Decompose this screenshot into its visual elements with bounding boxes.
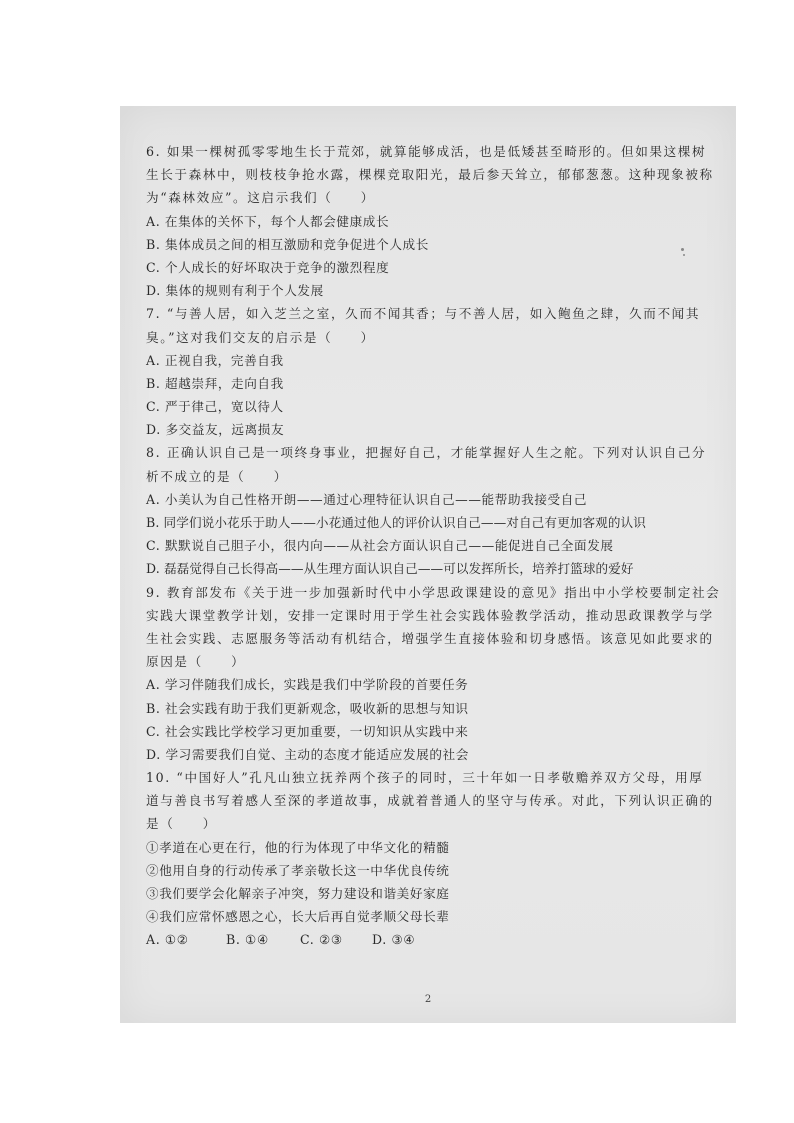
- question-9: [146, 581, 720, 767]
- question-7: [146, 302, 720, 441]
- question-10-answer-a: A. ①②: [146, 932, 189, 948]
- question-10-statement-4: ④我们应常怀感恩之心，长大后再自觉孝顺父母长辈: [146, 909, 450, 925]
- question-10: [146, 766, 720, 952]
- question-6-option-b: B. 集体成员之间的相互激励和竞争促进个人成长: [146, 236, 429, 252]
- question-6-line-3: 为“森林效应”。这启示我们（ ）: [146, 190, 375, 206]
- question-10-statement-1: ①孝道在心更在行，他的行为体现了中华文化的精髓: [146, 839, 450, 855]
- question-10-answer-b: B. ①④: [226, 932, 269, 948]
- question-8-option-d: D. 磊磊觉得自己长得高——从生理方面认识自己——可以发挥所长，培养打篮球的爱好: [146, 561, 634, 577]
- scan-speck: [683, 254, 685, 256]
- question-7-option-b: B. 超越崇拜，走向自我: [146, 375, 284, 391]
- question-8-option-c: C. 默默说自己胆子小，很内向——从社会方面认识自己——能促进自己全面发展: [146, 538, 614, 554]
- question-8-line-1: 8. 正确认识自己是一项终身事业，把握好自己，才能掌握好人生之舵。下列对认识自己分: [146, 445, 707, 461]
- exam-content: [146, 140, 720, 952]
- question-7-line-2: 臭。”这对我们交友的启示是（ ）: [146, 329, 375, 345]
- question-8: [146, 441, 720, 580]
- question-10-line-1: 10. “中国好人”孔凡山独立抚养两个孩子的同时，三十年如一日孝敬赡养双方父母，用厚: [146, 770, 704, 786]
- question-9-line-3: 生社会实践、志愿服务等活动有机结合，增强学生直接体验和切身感悟。该意见如此要求的: [146, 630, 714, 646]
- question-10-statement-2: ②他用自身的行动传承了孝亲敬长这一中华优良传统: [146, 862, 450, 878]
- scanned-exam-page: [120, 106, 736, 1023]
- question-9-line-2: 实践大课堂教学计划，安排一定课时用于学生社会实践体验教学活动，推动思政课教学与学: [146, 607, 714, 623]
- question-9-option-b: B. 社会实践有助于我们更新观念，吸收新的思想与知识: [146, 700, 469, 716]
- question-7-option-c: C. 严于律己，宽以待人: [146, 399, 284, 415]
- page-number: 2: [424, 994, 432, 1005]
- question-8-line-2: 析不成立的是（ ）: [146, 468, 288, 484]
- question-9-option-a: A. 学习伴随我们成长，实践是我们中学阶段的首要任务: [146, 677, 469, 693]
- question-9-line-1: 9. 教育部发布《关于进一步加强新时代中小学思政课建设的意见》指出中小学校要制定社会: [146, 584, 721, 600]
- question-10-answer-c: C. ②③: [300, 932, 343, 948]
- question-9-option-d: D. 学习需要我们自觉、主动的态度才能适应发展的社会: [146, 746, 469, 762]
- question-6-option-a: A. 在集体的关怀下，每个人都会健康成长: [146, 213, 390, 229]
- question-6-option-d: D. 集体的规则有利于个人发展: [146, 283, 324, 299]
- question-9-option-c: C. 社会实践比学校学习更加重要，一切知识从实践中来: [146, 723, 469, 739]
- question-9-line-4: 原因是（ ）: [146, 654, 246, 670]
- question-10-line-2: 道与善良书写着感人至深的孝道故事，成就着普通人的坚守与传承。对此，下列认识正确的: [146, 793, 714, 809]
- scan-speck: [681, 248, 684, 251]
- question-7-line-1: 7. “与善人居，如入芝兰之室，久而不闻其香；与不善人居，如入鲍鱼之肆，久而不闻其: [146, 306, 701, 322]
- question-10-statement-3: ③我们要学会化解亲子冲突，努力建设和谐美好家庭: [146, 886, 450, 901]
- question-6-line-1: 6. 如果一棵树孤零零地生长于荒郊，就算能够成活，也是低矮甚至畸形的。但如果这棵树: [146, 144, 707, 159]
- question-10-line-3: 是（ ）: [146, 816, 217, 832]
- question-7-option-a: A. 正视自我，完善自我: [146, 352, 284, 368]
- question-8-option-a: A. 小美认为自己性格开朗——通过心理特征认识自己——能帮助我接受自己: [146, 491, 588, 507]
- question-6-line-2: 生长于森林中，则枝枝争抢水露，棵棵竞取阳光，最后参天耸立，郁郁葱葱。这种现象被称: [146, 167, 714, 183]
- question-10-answer-d: D. ③④: [372, 932, 416, 948]
- question-6: [146, 140, 720, 302]
- question-8-option-b: B. 同学们说小花乐于助人——小花通过他人的评价认识自己——对自己有更加客观的认识: [146, 515, 646, 530]
- question-6-option-c: C. 个人成长的好坏取决于竞争的激烈程度: [146, 259, 390, 275]
- question-7-option-d: D. 多交益友，远离损友: [146, 422, 285, 438]
- question-10-answer-choices: [146, 928, 720, 951]
